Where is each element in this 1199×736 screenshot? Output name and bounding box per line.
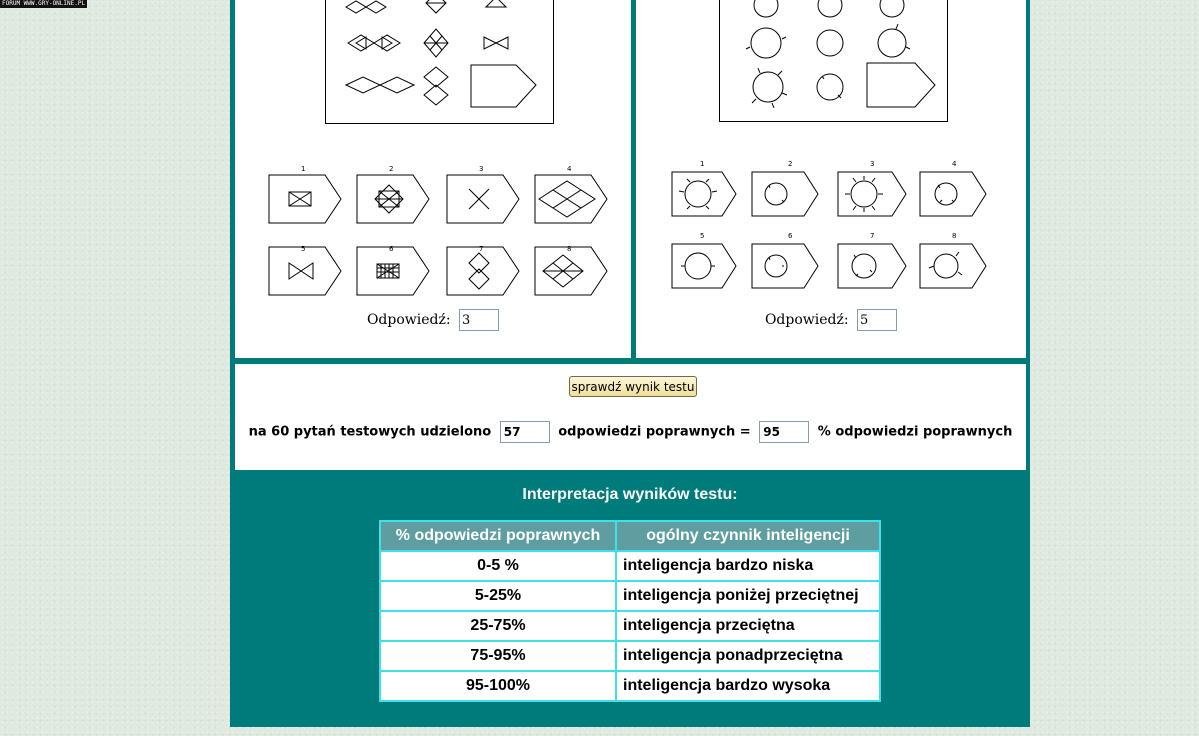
answer-options-left [263,163,608,298]
level-cell: inteligencja poniżej przeciętnej [616,581,880,611]
score-row [235,421,1026,443]
interpretation-table [379,520,881,702]
header-percent: % odpowiedzi poprawnych [380,521,616,551]
range-cell: 0-5 % [380,551,616,581]
option-number: 2 [389,165,394,173]
answer-row-right [636,309,1026,331]
circle-matrix-figure [720,0,947,121]
table-header-row [380,521,880,551]
watermark: FORUM WWW.GRY-ONLINE.PL [2,0,86,7]
correct-count-input[interactable] [500,421,550,443]
option-number: 4 [952,160,957,168]
question-panel-right [636,0,1026,358]
level-cell: inteligencja bardzo wysoka [616,671,880,701]
header-intelligence: ogólny czynnik inteligencji [616,521,880,551]
option-number: 1 [301,165,306,173]
table-row [380,611,880,641]
option-number: 5 [301,245,306,253]
option-number: 7 [479,245,484,253]
option-number: 2 [788,160,793,168]
answer-label: Odpowiedź: [366,312,451,328]
option-number: 6 [788,232,793,240]
answer-label: Odpowiedź: [764,312,849,328]
percent-input[interactable] [759,421,809,443]
table-row [380,551,880,581]
range-cell: 75-95% [380,641,616,671]
range-cell: 5-25% [380,581,616,611]
option-number: 3 [479,165,484,173]
answer-row-left [235,309,631,331]
answer-input-left[interactable] [459,309,499,331]
range-cell: 25-75% [380,611,616,641]
level-cell: inteligencja przeciętna [616,611,880,641]
option-number: 5 [700,232,705,240]
result-panel [235,364,1026,470]
interpretation-title: Interpretacja wyników testu: [522,486,738,503]
answer-options-figure-right [670,158,1000,293]
level-cell: inteligencja ponadprzeciętna [616,641,880,671]
table-row [380,581,880,611]
option-number: 4 [567,165,572,173]
score-text-middle: odpowiedzi poprawnych = [558,424,751,440]
matrix-box-left [325,0,554,124]
table-row [380,671,880,701]
option-number: 1 [700,160,705,168]
score-text-after: % odpowiedzi poprawnych [817,424,1013,440]
option-number: 3 [870,160,875,168]
question-panel-left [235,0,631,358]
option-number: 6 [389,245,394,253]
option-number: 8 [567,245,572,253]
level-cell: inteligencja bardzo niska [616,551,880,581]
answer-input-right[interactable] [857,309,897,331]
score-text-before: na 60 pytań testowych udzielono [248,424,492,440]
table-row [380,641,880,671]
answer-options-figure-left [263,163,608,298]
option-number: 7 [870,232,875,240]
option-number: 8 [952,232,957,240]
diamond-matrix-figure [326,0,553,123]
check-result-button[interactable]: sprawdź wynik testu [569,376,697,397]
answer-options-right [670,158,1000,293]
test-frame [230,0,1030,727]
matrix-box-right [719,0,948,122]
range-cell: 95-100% [380,671,616,701]
